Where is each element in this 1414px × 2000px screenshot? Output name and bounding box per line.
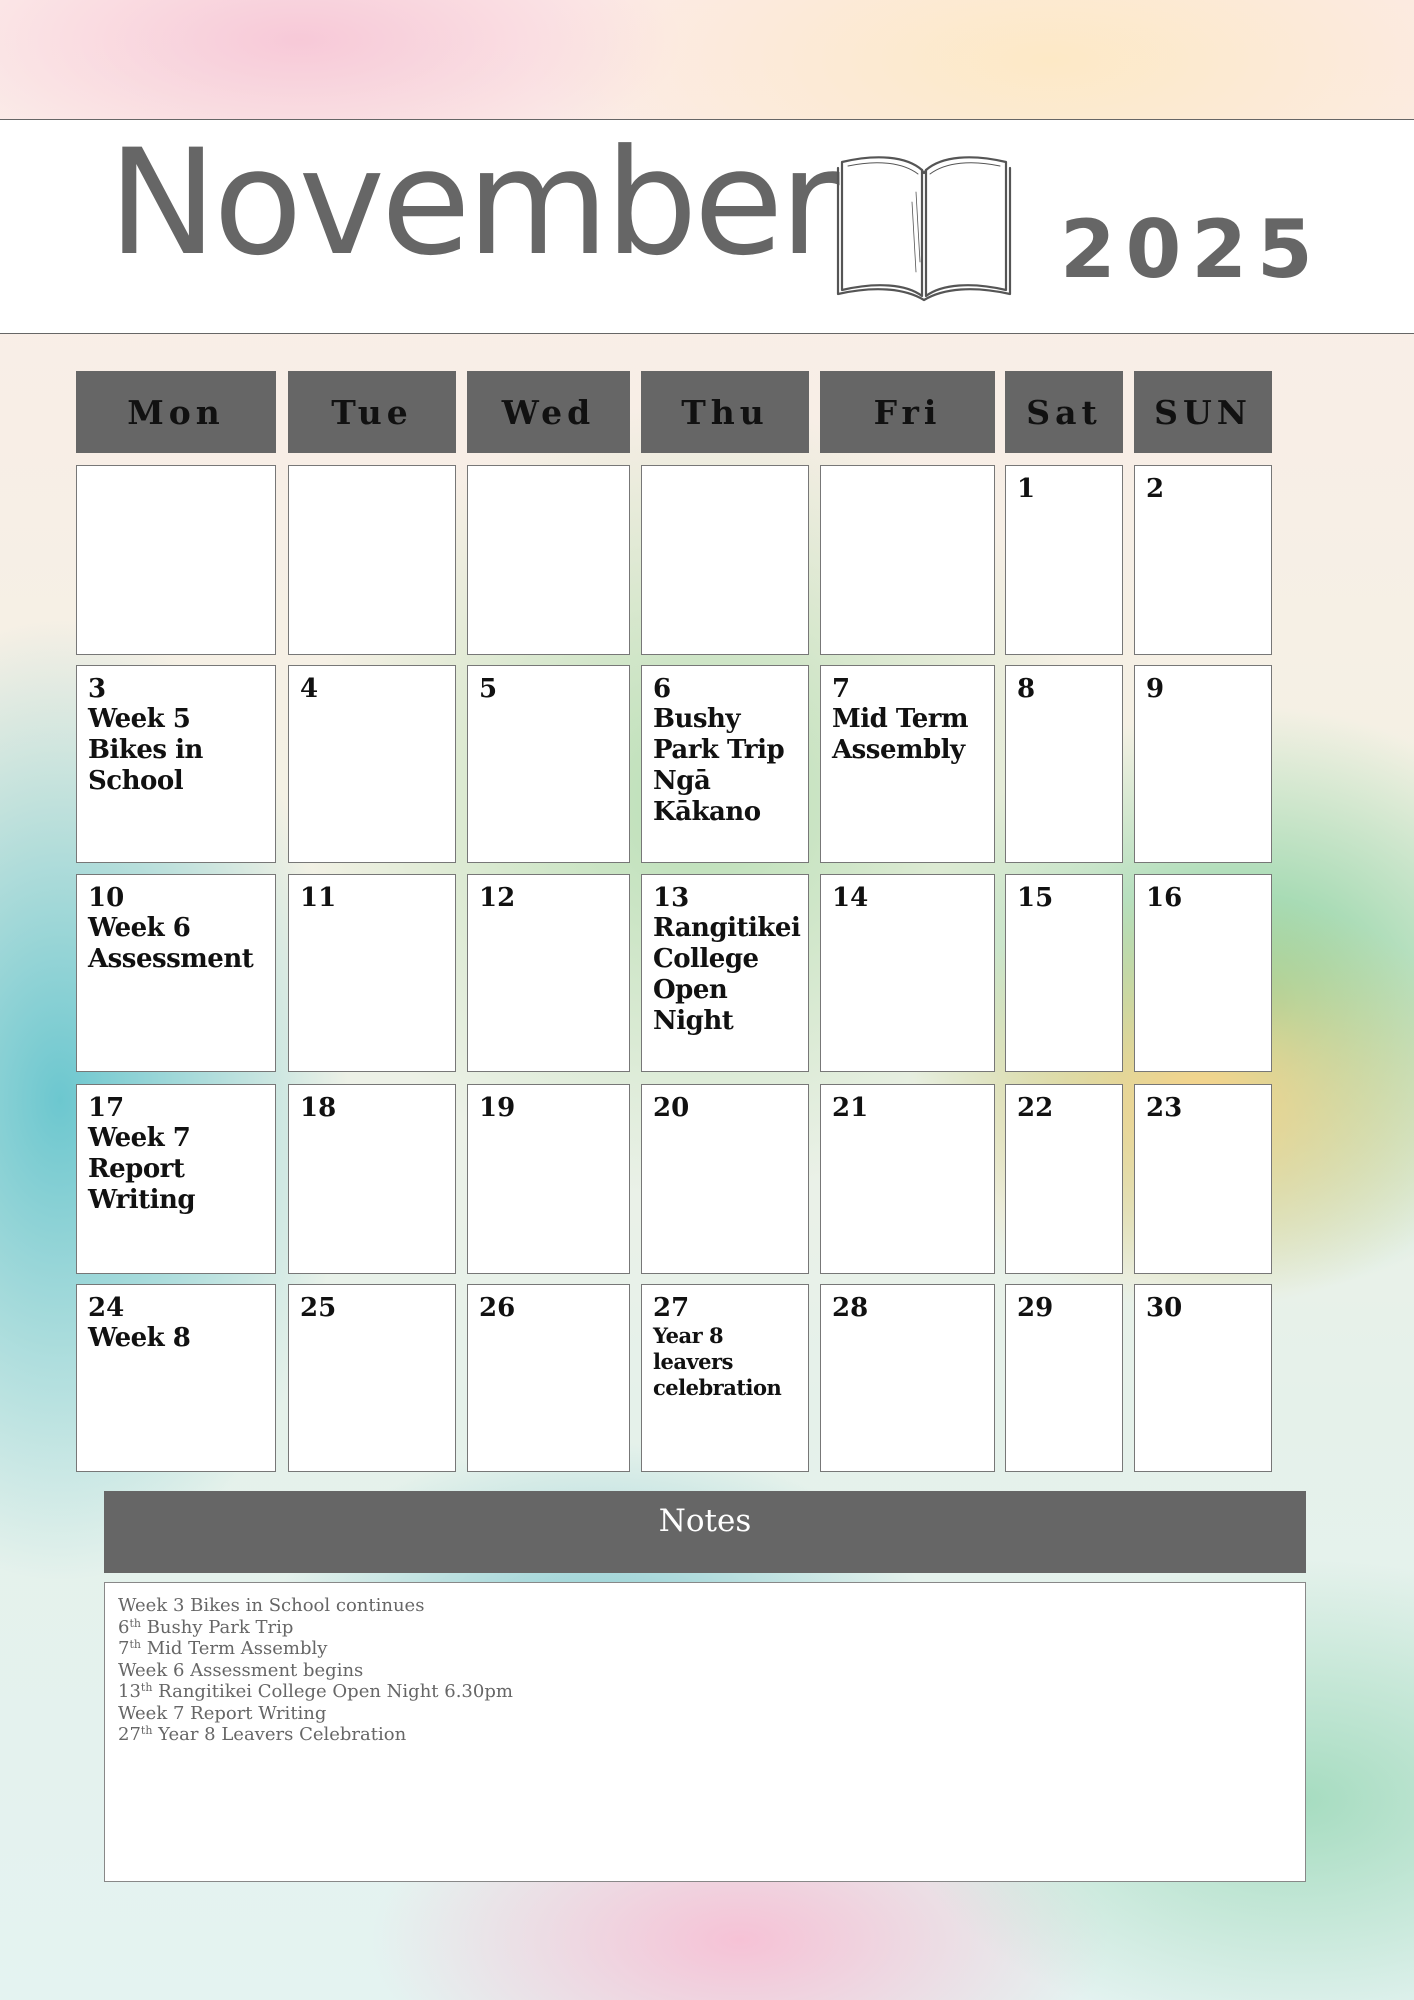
- note-line: [118, 1660, 1292, 1682]
- event-text: Ngā: [653, 766, 711, 796]
- day-number: 5: [479, 674, 498, 704]
- day-number: 12: [479, 883, 516, 913]
- day-number: 14: [832, 883, 869, 913]
- note-line: [118, 1617, 1292, 1639]
- day-cell[interactable]: [820, 1284, 995, 1472]
- note-line: [118, 1724, 1292, 1746]
- day-cell[interactable]: [76, 665, 276, 863]
- note-ordinal: 6: [118, 1616, 130, 1638]
- event-text: Writing: [88, 1185, 196, 1215]
- day-cell[interactable]: [76, 874, 276, 1072]
- day-cell[interactable]: [1134, 1284, 1272, 1472]
- day-cell[interactable]: [1005, 465, 1123, 655]
- day-cell[interactable]: [76, 465, 276, 655]
- day-cell[interactable]: [1134, 1084, 1272, 1274]
- day-number: 26: [479, 1293, 516, 1323]
- day-number: 23: [1146, 1093, 1183, 1123]
- note-line: [118, 1638, 1292, 1660]
- note-ordinal: 7: [118, 1638, 130, 1659]
- event-text: College: [653, 944, 759, 974]
- day-number: 2: [1146, 474, 1165, 504]
- day-number: 8: [1017, 674, 1036, 704]
- note-ordinal-suffix: th: [129, 1638, 141, 1651]
- day-number: 4: [300, 674, 319, 704]
- day-number: 9: [1146, 674, 1165, 704]
- day-cell[interactable]: [467, 1084, 630, 1274]
- day-cell[interactable]: [641, 874, 809, 1072]
- event-text: Mid Term: [832, 704, 969, 734]
- event-text: Bikes in: [88, 735, 203, 765]
- day-cell[interactable]: [1134, 874, 1272, 1072]
- event-text: Week 8: [88, 1323, 191, 1353]
- day-cell[interactable]: [820, 874, 995, 1072]
- day-cell[interactable]: [1005, 1084, 1123, 1274]
- day-number: 7: [832, 674, 851, 704]
- day-number: 17: [88, 1093, 125, 1123]
- day-cell[interactable]: [641, 665, 809, 863]
- day-cell[interactable]: [467, 665, 630, 863]
- day-number: 15: [1017, 883, 1054, 913]
- event-text: Open: [653, 975, 728, 1005]
- event-text: celebration: [653, 1375, 782, 1400]
- notes-heading: Notes: [104, 1491, 1306, 1573]
- day-number: 28: [832, 1293, 869, 1323]
- note-ordinal: 27: [118, 1724, 141, 1745]
- note-ordinal-suffix: th: [140, 1681, 153, 1694]
- note-ordinal: 13: [118, 1681, 141, 1702]
- day-number: 19: [479, 1093, 516, 1123]
- event-text: School: [88, 766, 184, 796]
- day-cell[interactable]: [820, 465, 995, 655]
- note-ordinal-suffix: th: [129, 1616, 141, 1630]
- weekday-header-sat: Sat: [1005, 371, 1123, 453]
- day-number: 16: [1146, 883, 1183, 913]
- month-title: November: [108, 118, 836, 288]
- note-text: Bushy Park Trip: [140, 1616, 294, 1638]
- day-number: 1: [1017, 474, 1036, 504]
- day-number: 6: [653, 674, 672, 704]
- day-cell[interactable]: [288, 665, 456, 863]
- day-cell[interactable]: [288, 1284, 456, 1472]
- year-label: 2025: [1060, 203, 1323, 296]
- weekday-header-mon: Mon: [76, 371, 276, 453]
- note-line: [118, 1703, 1292, 1725]
- day-number: 18: [300, 1093, 337, 1123]
- event-text: leavers: [653, 1349, 733, 1374]
- event-text: Assessment: [88, 944, 254, 974]
- note-line: [118, 1595, 1292, 1617]
- note-text: Week 6 Assessment begins: [118, 1659, 364, 1681]
- weekday-header-sun: SUN: [1134, 371, 1272, 453]
- day-cell[interactable]: [1005, 1284, 1123, 1472]
- event-text: Bushy: [653, 704, 741, 734]
- event-text: Week 5: [88, 704, 191, 734]
- day-cell[interactable]: [1134, 465, 1272, 655]
- day-cell[interactable]: [467, 465, 630, 655]
- day-number: 22: [1017, 1093, 1054, 1123]
- weekday-header-thu: Thu: [641, 371, 809, 453]
- note-text: Mid Term Assembly: [140, 1638, 328, 1659]
- day-cell[interactable]: [76, 1284, 276, 1472]
- day-cell[interactable]: [641, 465, 809, 655]
- day-cell[interactable]: [467, 874, 630, 1072]
- day-number: 21: [832, 1093, 869, 1123]
- day-number: 3: [88, 674, 107, 704]
- day-cell[interactable]: [467, 1284, 630, 1472]
- event-text: Rangitikei: [653, 913, 801, 943]
- notes-box: [104, 1582, 1306, 1882]
- note-text: Week 3 Bikes in School continues: [118, 1595, 425, 1616]
- note-ordinal-suffix: th: [140, 1724, 153, 1737]
- day-number: 13: [653, 883, 690, 913]
- event-text: Year 8: [653, 1323, 724, 1348]
- day-cell[interactable]: [1005, 665, 1123, 863]
- event-text: Kākano: [653, 797, 761, 827]
- note-text: Rangitikei College Open Night 6.30pm: [152, 1681, 513, 1702]
- day-number: 24: [88, 1293, 125, 1323]
- day-cell[interactable]: [641, 1084, 809, 1274]
- day-number: 27: [653, 1293, 690, 1323]
- day-number: 25: [300, 1293, 337, 1323]
- day-cell[interactable]: [820, 1084, 995, 1274]
- event-text: Report: [88, 1154, 185, 1184]
- day-cell[interactable]: [641, 1284, 809, 1472]
- day-number: 10: [88, 883, 125, 913]
- event-text: Week 6: [88, 913, 191, 943]
- note-line: [118, 1681, 1292, 1703]
- weekday-header-wed: Wed: [467, 371, 630, 453]
- day-cell[interactable]: [820, 665, 995, 863]
- event-text: Park Trip: [653, 735, 785, 765]
- note-text: Year 8 Leavers Celebration: [152, 1724, 407, 1745]
- day-number: 20: [653, 1093, 690, 1123]
- day-cell[interactable]: [288, 874, 456, 1072]
- day-cell[interactable]: [288, 465, 456, 655]
- event-text: Night: [653, 1006, 734, 1036]
- day-number: 29: [1017, 1293, 1054, 1323]
- event-text: Assembly: [832, 735, 965, 765]
- event-text: Week 7: [88, 1123, 191, 1153]
- day-cell[interactable]: [1005, 874, 1123, 1072]
- day-number: 11: [300, 883, 337, 913]
- day-number: 30: [1146, 1293, 1183, 1323]
- day-cell[interactable]: [1134, 665, 1272, 863]
- note-text: Week 7 Report Writing: [118, 1702, 327, 1724]
- day-cell[interactable]: [288, 1084, 456, 1274]
- weekday-header-fri: Fri: [820, 371, 995, 453]
- weekday-header-tue: Tue: [288, 371, 456, 453]
- day-cell[interactable]: [76, 1084, 276, 1274]
- open-book-icon: [836, 152, 1012, 302]
